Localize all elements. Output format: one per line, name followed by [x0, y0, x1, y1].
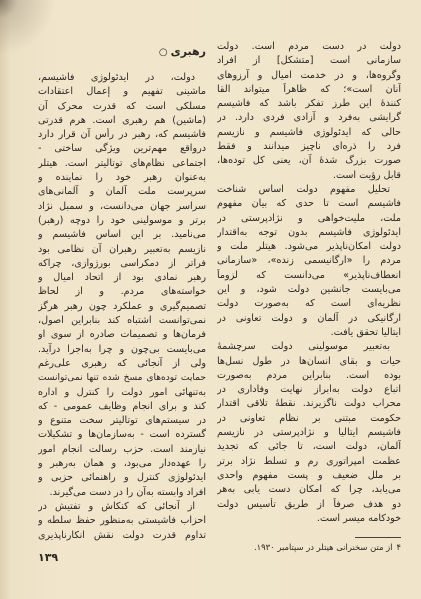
text-line: گسترده است - به‌سازمان‌ها و تشکیلات	[38, 429, 206, 441]
text-line: (ماشین) هم رهبری است. هرم قدرتی	[38, 114, 206, 126]
text-line: خودکامه میسر است.	[316, 512, 401, 524]
text-line: نمی‌توانست اشتباه کند بنابراین اصول،	[38, 315, 206, 327]
page-number: ۱۳۹	[38, 551, 59, 564]
text-line: وگروه‌ها، و در خدمت امیال و آرزوهای	[217, 69, 401, 81]
text-line: مسلکی است که قدرت محرک آن	[38, 100, 206, 112]
text-line: از آنجائی که کنکاش و تفتیش در	[38, 500, 195, 512]
text-line: می‌بایست جانشین دولت شود، و این	[217, 284, 401, 296]
text-line: رهبر نمادی بود از اتحاد امیال و	[38, 272, 206, 284]
text-line: دو هدف صرفاً از طریق تأسیس دولت	[217, 498, 401, 510]
text-line: ملت، ملیت‌خواهی و نژادپرستی در	[217, 212, 401, 224]
text-line: احزاب فاشیستی به‌منظور حفظ سلطه و	[38, 515, 206, 527]
text-line: عظمت امپراتوری رم و تسلط نژاد برتر	[217, 455, 401, 467]
footnote-divider	[355, 537, 401, 538]
text-line: دولت، در ایدئولوژی فاشیسم،	[38, 72, 195, 83]
text-line: می‌بایست بی‌چون و چرا به‌اجرا درآید.	[38, 343, 206, 355]
text-line: می‌نامید. بر این اساس فاشیسم و	[38, 229, 206, 241]
text-line: ارگانیکی در آلمان و دولت تعاونی در	[217, 312, 401, 324]
left-column-body	[38, 71, 206, 543]
text-line: کنندهٔ این طرز تفکر باشد که فاشیسم	[217, 98, 401, 110]
paragraph	[38, 500, 206, 543]
text-line: نیازمند است. حزب رسالت انجام امور	[38, 443, 206, 455]
text-line: به‌تنهائی امور دولت را کنترل و اداره	[38, 386, 206, 398]
text-line: ایتالیا تحقق یافت.	[330, 326, 401, 338]
text-line: اتباع دولت به‌ابراز نهایت وفاداری در	[217, 384, 401, 396]
text-line: نظریه‌ای است که به‌صورت دولت	[217, 298, 401, 310]
text-line: آنان است»؛ که ظاهراً میتواند القا	[217, 83, 401, 95]
text-line: گرایشی به‌فرد و آزادی فردی دارد. در	[217, 112, 401, 124]
text-line: سرپرست ملت آلمان و آلمانی‌های	[38, 186, 206, 198]
text-line: تداوم قدرت دولت نقش انکارناپذیری	[38, 529, 206, 541]
text-line: انعطاف‌ناپذیر» می‌دانست که لزوماً	[217, 269, 401, 281]
text-line: به‌عنوان رهبر خود را نماینده و	[38, 172, 206, 184]
left-text-column	[38, 42, 206, 543]
text-line: در سیستم‌های توتالیتر سخت متنوع و	[38, 415, 206, 427]
text-line: فاشیسم است تا حدی که بیان مفهوم	[217, 198, 401, 210]
text-line: قابل رؤیت است.	[332, 169, 401, 181]
text-line: خواسته‌های مردم. و از لحاظ	[38, 286, 206, 298]
text-line: کند و برای انجام وظایف عمومی - که	[38, 400, 206, 412]
text-line: ولی از آنجائی که رهبری علی‌رغم	[38, 357, 206, 369]
text-line: بوده است. بنابراین مردم به‌صورت	[217, 369, 401, 381]
footnote	[217, 541, 401, 553]
text-line: محراب دولت ناگزیرند. نقطهٔ تلاقی اقتدار	[217, 398, 401, 410]
text-line: ایدئولوژی کنترل و راهنمائی حزبی و	[38, 472, 206, 484]
text-line: مردم را «ارگانیسمی زنده»، «سازمانی	[217, 255, 401, 267]
text-line: صورت بزرگ شدهٔ آن، یعنی کل توده‌ها،	[217, 155, 401, 167]
text-line: فرد را ذره‌ای ناچیز میدانند و فقط	[217, 141, 401, 153]
text-line: حیات و بقای انسان‌ها در طول نسل‌ها	[217, 355, 401, 367]
paragraph	[217, 340, 401, 526]
text-line: فاشیسم که، رهبر در رأس آن قرار دارد	[38, 129, 206, 141]
text-line: افراد وابسته به‌آن را در دست می‌گیرند.	[49, 486, 206, 498]
text-line: اجتماعی نظام‌های توتالیتر است. هیتلر	[38, 157, 206, 169]
text-line: دولت امکان‌ناپذیر می‌شود. هیتلر ملت و	[217, 241, 401, 253]
text-line: برتر و موسولینی خود را دوچه (رهبر)	[38, 214, 206, 226]
footnote-marker: ۴	[396, 542, 401, 552]
text-line: فرمان‌ها و تصمیمات صادره از سوی او	[38, 329, 206, 341]
text-line: به‌تعبیر موسولینی دولت سرچشمهٔ	[217, 341, 390, 353]
text-line: سراسر جهان می‌دانست، و سمبل نژاد	[38, 200, 206, 212]
text-line: دولت در دست مردم است. دولت	[217, 41, 401, 52]
text-line: حمایت توده‌های مسخ شده تنها نمی‌توانست	[38, 373, 206, 384]
text-line: آلمان، دولت است، تا جائی که تجدید	[217, 441, 401, 453]
text-line: می‌یابد، چرا که امکان دست یابی به‌هر	[217, 484, 401, 496]
circle-bullet-icon: ○	[158, 47, 168, 58]
text-line: بر ملل ضعیف و پست مفهوم واحدی	[217, 469, 401, 481]
text-line: فراتر از دمکراسی بورژوازی، چراکه	[38, 257, 206, 269]
text-line: را عهده‌دار می‌بود، و همان به‌رهبر و	[38, 458, 206, 470]
right-text-column	[217, 40, 401, 526]
paragraph	[217, 40, 401, 183]
text-line: حکومت مبتنی بر نظام تعاونی در	[217, 412, 401, 424]
text-line: فاشیسم ایتالیا و نژادپرستی در نازیسم	[217, 427, 401, 439]
text-line: ایدئولوژی فاشیسم بدون توجه به‌اقتدار	[217, 226, 401, 238]
text-line: سازمانی است [متشکل] از افراد	[217, 55, 401, 67]
text-line: ماشینی تفهیم و إعمال اعتقادات	[38, 86, 206, 98]
text-line: تحلیل مفهوم دولت اساس شناخت	[217, 183, 390, 195]
text-line: حالی که ایدئولوژی فاشیسم و نازیسم	[217, 126, 401, 138]
paragraph	[38, 71, 206, 500]
paragraph	[217, 183, 401, 340]
text-line: درواقع مهم‌ترین ویژگی ساختی -	[38, 143, 206, 155]
text-line: تصمیم‌گیری و عملکرد چون رهبر هرگز	[38, 300, 206, 312]
section-heading-text: رهبری	[170, 45, 206, 58]
section-heading	[38, 42, 206, 62]
text-line: نازیسم به‌تعبیر رهبران آن نظامی بود	[38, 243, 206, 255]
footnote-text: از متن سخنرانی هیتلر در سپتامبر ۱۹۳۰.	[253, 542, 393, 552]
